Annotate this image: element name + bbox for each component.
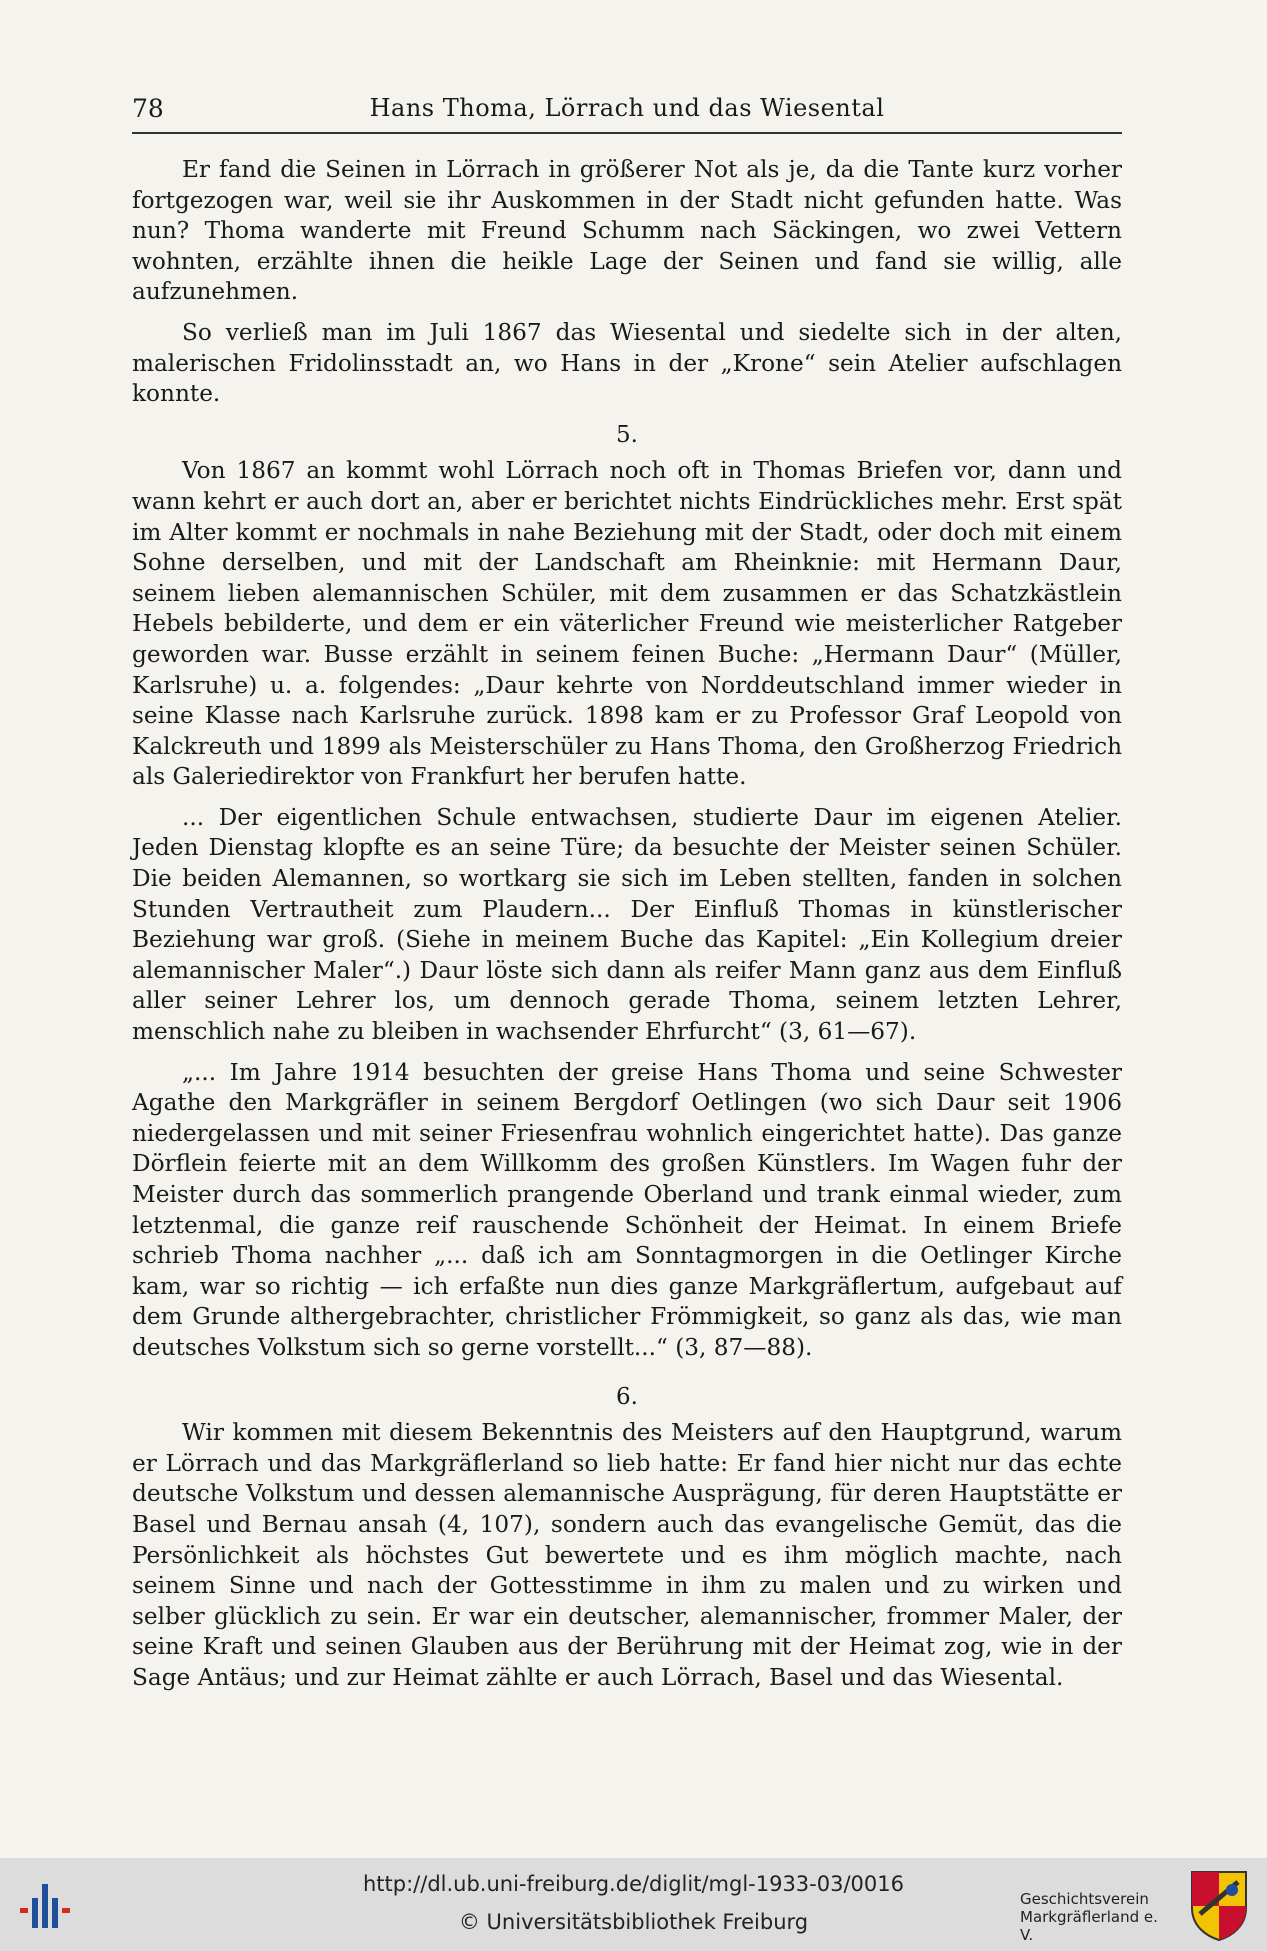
coat-of-arms-icon bbox=[1188, 1868, 1250, 1942]
paragraph: „... Im Jahre 1914 besuchten der greise Hans Thoma und seine Schwester Agathe den Markgräfler in seinem Bergdorf Oetlingen (wo sich Daur seit 1906 niedergelassen und mit seiner Friesenfrau wohnlich eingerichtet hatte). Das ganze Dörflein feierte mit an dem Willkomm des großen Künstlers. Im Wagen fuhr der Meister durch das sommerlich prangende Oberland und trank einmal wieder, zum letztenmal, die ganze reif rauschende Schönheit der Heimat. In einem Briefe schrieb Thoma nachher „... daß ich am Sonntagmorgen in die Oetlinger Kirche kam, war so richtig — ich erfaßte nun dies ganze Markgräflertum, aufgebaut auf dem Grunde althergebrachter, christlicher Frömmigkeit, so ganz als das, wie man deutsches Volkstum sich so gerne vorstellt...“ (3, 87—88). bbox=[132, 1058, 1122, 1361]
page-number: 78 bbox=[132, 94, 164, 123]
section-number: 6. bbox=[616, 1383, 638, 1410]
society-name-line1: Geschichtsverein bbox=[1020, 1890, 1149, 1908]
library-footer bbox=[0, 1858, 1267, 1951]
page-header bbox=[132, 92, 1122, 134]
society-name bbox=[1020, 1890, 1170, 1944]
paragraph: Von 1867 an kommt wohl Lörrach noch oft in Thomas Briefen vor, dann und wann kehrt er auch dort an, aber er berichtet nichts Eindrückliches mehr. Erst spät im Alter kommt er nochmals in nahe Beziehung mit der Stadt, oder doch mit einem Sohne derselben, und mit der Landschaft am Rheinknie: mit Hermann Daur, seinem lieben alemannischen Schüler, mit dem zusammen er das Schatzkästlein Hebels bebilderte, und dem er ein väterlicher Freund wie meisterlicher Ratgeber geworden war. Busse erzählt in seinem feinen Buche: „Hermann Daur“ (Müller, Karlsruhe) u. a. folgendes: „Daur kehrte von Norddeutschland immer wieder in seine Klasse nach Karlsruhe zurück. 1898 kam er zu Professor Graf Leopold von Kalckreuth und 1899 als Meisterschüler zu Hans Thoma, den Großherzog Friedrich als Galeriedirektor von Frankfurt her berufen hatte. bbox=[132, 457, 1122, 791]
paragraph: Wir kommen mit diesem Bekenntnis des Meisters auf den Hauptgrund, warum er Lörrach und das Markgräflerland so lieb hatte: Er fand hier nicht nur das echte deutsche Volkstum und dessen alemannische Ausprägung, für deren Hauptstätte er Basel und Bernau ansah (4, 107), sondern auch das evangelische Gemüt, das die Persönlichkeit als höchstes Gut bewertete und es ihm möglich machte, nach seinem Sinne und nach der Gottesstimme in ihm zu malen und zu wirken und selber glücklich zu sein. Er war ein deutscher, alemannischer, frommer Maler, der seine Kraft und seinen Glauben aus der Berührung mit der Heimat zog, wie in der Sage Antäus; und zur Heimat zählte er auch Lörrach, Basel und das Wiesental. bbox=[132, 1419, 1122, 1691]
copyright-notice: © Universitätsbibliothek Freiburg bbox=[458, 1910, 809, 1934]
paragraph: So verließ man im Juli 1867 das Wiesental und siedelte sich in der alten, malerischen Fridolinsstadt an, wo Hans in der „Krone“ sein Atelier aufschlagen konnte. bbox=[132, 318, 1122, 408]
body-text bbox=[132, 155, 1122, 1704]
section-number: 5. bbox=[616, 421, 638, 448]
paragraph: Er fand die Seinen in Lörrach in größerer Not als je, da die Tante kurz vorher fortgezogen war, weil sie ihr Auskommen in der Stadt nicht gefunden hatte. Was nun? Thoma wanderte mit Freund Schumm nach Säckingen, wo zwei Vettern wohnten, erzählte ihnen die heikle Lage der Seinen und fand sie willig, alle aufzunehmen. bbox=[132, 156, 1122, 306]
paragraph: ... Der eigentlichen Schule entwachsen, studierte Daur im eigenen Atelier. Jeden Dienstag klopfte es an seine Türe; da besuchte der Meister seinen Schüler. Die beiden Alemannen, so wortkarg sie sich im Leben stellten, fanden in solchen Stunden Vertrautheit zum Plaudern... Der Einfluß Thomas in künstlerischer Beziehung war groß. (Siehe in meinem Buche das Kapitel: „Ein Kollegium dreier alemannischer Maler“.) Daur löste sich dann als reifer Mann ganz aus dem Einfluß aller seiner Lehrer los, um dennoch gerade Thoma, seinem letzten Lehrer, menschlich nahe zu bleiben in wachsender Ehrfurcht“ (3, 61—67). bbox=[132, 803, 1122, 1046]
society-name-line2: Markgräflerland e. V. bbox=[1020, 1908, 1158, 1944]
running-title: Hans Thoma, Lörrach und das Wiesental bbox=[369, 94, 885, 122]
permalink-url[interactable]: http://dl.ub.uni-freiburg.de/diglit/mgl-1933-03/0016 bbox=[362, 1872, 904, 1896]
